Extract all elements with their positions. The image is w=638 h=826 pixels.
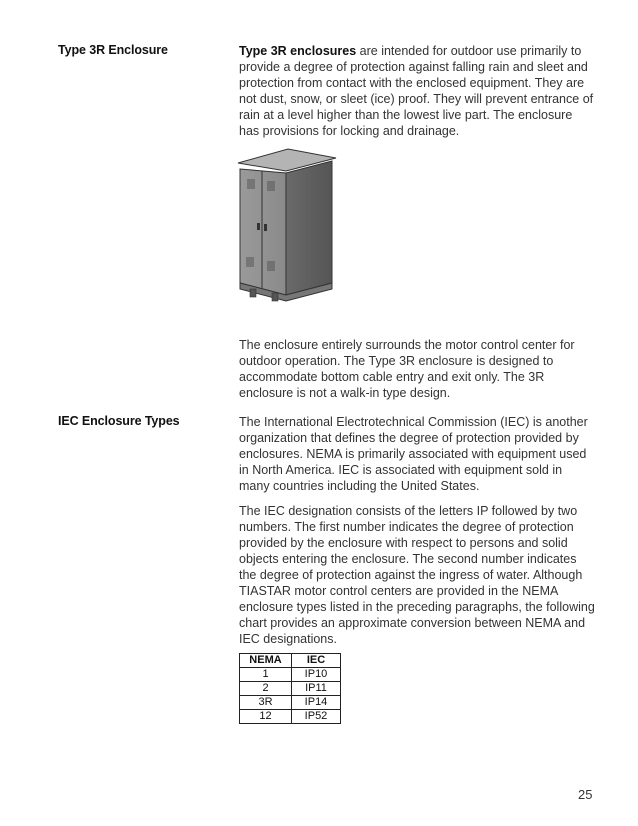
outdoor-enclosure-illustration bbox=[232, 143, 342, 308]
table-cell-nema: 1 bbox=[240, 668, 292, 682]
type-3r-intro-text: are intended for outdoor use primarily to provide a degree of protection against falling rain and sleet and protection from contact with the enclosed equipment. They are not dust, snow, or sleet (ice) proof. They will prevent entrance of rain at a level higher than the lowest live part. The enclosure has provisions for locking and drainage. bbox=[239, 44, 594, 138]
section-heading-iec: IEC Enclosure Types bbox=[58, 414, 180, 428]
table-row bbox=[240, 696, 341, 710]
table-cell-iec: IP52 bbox=[292, 710, 341, 724]
table-cell-iec: IP11 bbox=[292, 682, 341, 696]
table-header-nema: NEMA bbox=[240, 654, 292, 668]
table-cell-iec: IP10 bbox=[292, 668, 341, 682]
section-heading-type-3r: Type 3R Enclosure bbox=[58, 43, 168, 57]
nema-iec-conversion-table bbox=[239, 653, 341, 724]
type-3r-intro-paragraph bbox=[239, 43, 595, 139]
table-header-row bbox=[240, 654, 341, 668]
table-row bbox=[240, 682, 341, 696]
iec-paragraph-2: The IEC designation consists of the letters IP followed by two numbers. The first number indicates the degree of protection provided by the enclosure with respect to persons and solid objects entering the enclosure. The second number indicates the degree of protection against the ingress of water. Although TIASTAR motor control centers are provided in the NEMA enclosure types listed in the preceding paragraphs, the following chart provides an approximate conversion between NEMA and IEC designations. bbox=[239, 504, 595, 646]
type-3r-intro-bold: Type 3R enclosures bbox=[239, 44, 357, 58]
table-cell-nema: 2 bbox=[240, 682, 292, 696]
page-number: 25 bbox=[578, 787, 593, 802]
table-row bbox=[240, 668, 341, 682]
table-header-iec: IEC bbox=[292, 654, 341, 668]
table-cell-nema: 12 bbox=[240, 710, 292, 724]
iec-paragraph-1: The International Electrotechnical Commission (IEC) is another organization that defines the degree of protection provided by enclosures. NEMA is primarily associated with equipment used in North America. IEC is associated with equipment sold in many countries including the United States. bbox=[239, 415, 588, 493]
type-3r-description-paragraph: The enclosure entirely surrounds the motor control center for outdoor operation. The Type 3R enclosure is designed to accommodate bottom cable entry and exit only. The 3R enclosure is not a walk-in type design. bbox=[239, 338, 575, 400]
table-cell-nema: 3R bbox=[240, 696, 292, 710]
table-row bbox=[240, 710, 341, 724]
table-cell-iec: IP14 bbox=[292, 696, 341, 710]
